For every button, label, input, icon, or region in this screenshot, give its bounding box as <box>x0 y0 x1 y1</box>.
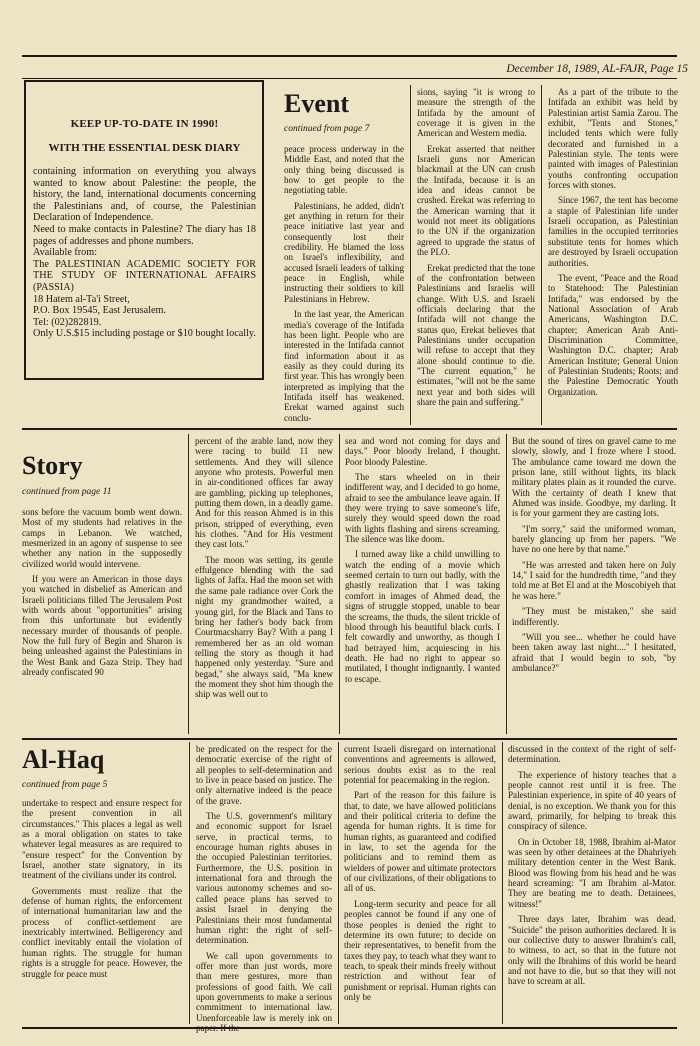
bottom-rule <box>22 1027 677 1029</box>
ad-address-box: P.O. Box 19545, East Jerusalem. <box>33 305 166 317</box>
ad-telephone: Tel: (02)282819. <box>33 316 102 328</box>
story-column-3 <box>345 436 500 734</box>
alhaq-column-4 <box>508 744 676 1022</box>
paragraph: As a part of the tribute to the Intifada an exhibit was held by Palestinian artist Samia Zarou. The exhibit, "Tents and Stones," included tents which were fully decorated and furnished in a Palestinian style. The tents were painted with images of Palestinian youths confronting occupation forces with stones. <box>548 87 678 191</box>
paragraph: The U.S. government's military and economic support for Israel serve, in practical terms, to encourage human rights abuses in the occupied Palestinian territories. Furthermore, the U.S. position in international fora and through the various autonomy schemes and so-called peace plans has served to assist Israel in denying the Palestinians their most fundamental human right: the right of self-determination. <box>196 811 332 946</box>
paragraph: The experience of history teaches that a people cannot rest until it is free. The Palestinian experience, in spite of 40 years of denial, is no exception. We thank you for this award, primarily, for helping to break this conspiracy of silence. <box>508 769 676 832</box>
event-continued: continued from page 7 <box>284 124 370 134</box>
paragraph: peace process underway in the Middle East, and noted that the only thing being discussed is how to get people to the negotiating table. <box>284 144 404 196</box>
event-title: Event <box>284 89 349 118</box>
story-column-4 <box>512 436 676 734</box>
paragraph: If you were an American in those days you watched in disbelief as American and Israeli politicians filled The Jerusalem Post with words about "opportunities" arising from this unfortunate but evidently necessary murder of thousands of people. Now the full fury of Begin and Sharon is being unleashed against the Palestinians in the West Bank and Gaza Strip. They had already confiscated 90 <box>22 574 182 678</box>
paragraph: "I'm sorry," said the uniformed woman, barely glancing up from her papers. "We have no one here by that name." <box>512 523 676 555</box>
alhaq-column-1 <box>22 798 182 1018</box>
paragraph: Erekat predicted that the tone of the confrontation between Palestinians and Israelis will change. With U.S. and Israeli officials declaring that the Intifada will not change the status quo, Erekat believes that Palestinians under occupation will refuse to accept that they alone should continue to die. "The current equation," he estimates, "will not be the same next year and both sides will share the pain and suffering." <box>417 262 535 407</box>
paragraph: I turned away like a child unwilling to watch the ending of a movie which seemed certain to turn out badly, with the ghastly realization that I was taking comfort in images of Ahmed dead, the signs of struggle stopped, unable to bear the screams, the thuds, the silent trickle of blood through his beautiful black curls. I felt cowardly and unworthy, as though I had betrayed him, acquiescing in his death. He had no right to appear so mutilated, I thought indignantly. I wanted to escape. <box>345 549 500 684</box>
column-divider <box>339 434 340 734</box>
paragraph: Long-term security and peace for all peoples cannot be found if any one of those peoples is denied the right to determine its own future; to decide on their representatives, to benefit from the taxes they pay, to teach what they want to teach, to speak their minds freely without restriction and without fear of punishment or reprisal. Human rights can only be <box>344 898 496 1002</box>
paragraph: But the sound of tires on gravel came to me slowly, slowly, and I froze where I stood. The ambulance came toward me down the prison lane, still without lights, its black military plates plain as it rounded the curve. With the certainty of death I knew that Ahmed was inside. Goodbye, my darling. It is for your garment they are casting lots. <box>512 436 676 519</box>
section-rule <box>22 428 677 430</box>
event-column-1 <box>284 144 404 422</box>
ad-organization: The PALESTINIAN ACADEMIC SOCIETY FOR THE STUDY OF INTERNATIONAL AFFAIRS (PASSIA) <box>33 258 256 293</box>
column-divider <box>410 85 411 425</box>
paragraph: Since 1967, the tent has become a staple of Palestinian life under Israeli occupation, as Palestinian families in the occupied territories substitute tents for homes which are destroyed by Israeli occupation authorities. <box>548 195 678 268</box>
paragraph: sea and word not coming for days and days." Poor bloody Ireland, I thought. Poor bloody Palestine. <box>345 436 500 467</box>
event-column-2 <box>417 87 535 423</box>
ad-contacts: Need to make contacts in Palestine? The diary has 18 pages of addresses and phone numbers. <box>33 223 256 247</box>
paragraph: be predicated on the respect for the democratic exercise of the right of all peoples to self-determination and to live in peace based on justice. The only alternative indeed is the peace of the grave. <box>196 744 332 806</box>
column-divider <box>188 434 189 734</box>
alhaq-column-3 <box>344 744 496 1022</box>
paragraph: Erekat asserted that neither Israeli guns nor American blackmail at the UN can crush the Intifada, because it is an idea and ideas cannot be crushed. Erekat was referring to the American warning that it would not meet its obligations to the UN if the organization agreed to upgrade the status of the PLO. <box>417 143 535 258</box>
paragraph: "Will you see... whether he could have been taken away last night...." I hesitated, afraid that I would begin to sob, "by ambulance?" <box>512 631 676 673</box>
ad-address-street: 18 Hatem al-Ta'i Street, <box>33 293 130 305</box>
paragraph: Part of the reason for this failure is that, to date, we have allowed politicians and their political criteria to define the agenda for human rights. It is time for human rights, as guaranteed and codified in law, to set the agenda for the politicians and to remind them as wielders of power and ultimate protectors of our civilizations, of their obligations to all of us. <box>344 790 496 894</box>
paragraph: On in October 18, 1988, Ibrahim al-Mator was seen by other detainees at the Dhahriyeh military detention center in the West Bank. Blood was flowing from his head and he was heard screaming: "I am Ibrahim al-Mator. They are beating me to death. Detainees, witness!" <box>508 836 676 909</box>
event-column-3 <box>548 87 678 423</box>
dateline-rule <box>22 78 677 79</box>
alhaq-title: Al-Haq <box>22 745 105 774</box>
section-rule <box>22 738 677 740</box>
paragraph: "He was arrested and taken here on July 14," I said for the hundredth time, "and they told me at Bet El and at the Moscobiyeh that he was here." <box>512 559 676 601</box>
column-divider <box>338 742 339 1024</box>
paragraph: sions, saying "it is wrong to measure the strength of the Intifada by the amount of coverage it is given in the American and Western media. <box>417 87 535 139</box>
desk-diary-ad <box>24 80 264 380</box>
paragraph: sons before the vacuum bomb went down. Most of my students had relatives in the camps in Lebanon. We watched, mesmerized in an agony of suspense to see whether any nation in the supposedly civilized world would intervene. <box>22 507 182 569</box>
ad-subheadline: WITH THE ESSENTIAL DESK DIARY <box>48 142 241 154</box>
alhaq-continued: continued from page 5 <box>22 780 108 790</box>
paragraph: percent of the arable land, now they were racing to build 11 new settlements. And they will silence anyone who protests. Powerful men in air-conditioned offices far away are gambling, picking up telephones, putting them down, in a deadly game. And for this reason Ahmed is in this prison, stripped of everything, even his clothes. "And for His vestment they cast lots." <box>195 436 333 550</box>
story-continued: continued from page 11 <box>22 487 112 497</box>
paragraph: Governments must realize that the defense of human rights, the enforcement of international humanitarian law and the process of conflict-settlement are inextricably intertwined. Belligerency and conflict inevitably entail the violation of human rights. The struggle for human rights is a struggle for peace. However, the struggle for peace must <box>22 885 182 979</box>
column-divider <box>506 434 507 734</box>
ad-description: containing information on everything you always wanted to know about Palestine: the people, the history, the land, international documents concerning the Palestinians and, of course, the Palestinian Declaration of Independence. <box>33 166 256 224</box>
story-column-2 <box>195 436 333 734</box>
paragraph: The event, "Peace and the Road to Statehood: The Palestinian Intifada," was endorsed by the National Association of Arab Americans, Washington D.C. chapter; American Arab Anti-Discrimination Committee, Washington D.C. chapter; Arab American Institute; General Union of Palestinian Students; Roots; and the Palestine Democratic Youth Organization. <box>548 272 678 397</box>
column-divider <box>502 742 503 1024</box>
column-divider <box>541 85 542 425</box>
ad-headline: KEEP UP-TO-DATE IN 1990! <box>70 118 219 130</box>
paragraph: The stars wheeled on in their indifferent way, and I decided to go home, afraid to see the ambulance leave again. If they were trying to save someone's life, surely they would speed down the road with lights flashing and sirens screaming. The silence was like doom. <box>345 472 500 545</box>
paragraph: current Israeli disregard on international conventions and agreements is allowed, serious doubts exist as to the real potential for peacemaking in the region. <box>344 744 496 786</box>
dateline: December 18, 1989, AL-FAJR, Page 15 <box>506 63 688 75</box>
story-title: Story <box>22 451 83 480</box>
paragraph: We call upon governments to offer more than just words, more than mere gestures, more than professions of good faith. We call upon governments to make a serious commitment to international law. Unenforceable law is merely ink on <box>196 950 332 1023</box>
ad-body <box>33 166 256 340</box>
column-divider <box>189 742 190 1024</box>
paragraph: "They must be mistaken," she said indifferently. <box>512 606 676 627</box>
paragraph: In the last year, the American media's coverage of the Intifada has been light. People who are interested in the Intifada cannot find information about it as easily as they could during its first year. This has wrongly been interpreted as implying that the Intifada itself has weakened. Erekat warned against such conclu- <box>284 309 404 423</box>
paragraph: The moon was setting, its gentle effulgence blending with the sad lights of Jaffa. Had the moon set with the same pale radiance over Cork the night my grandmother waited, a young girl, for the Black and Tans to bring her father's body back from Courtmacsharry Bay? With a pang I remembered her as an old woman telling the story as though it had happened only yesterday. "Sure and begad," she always said, "Ma knew the moment they shot him though the ship was well out to <box>195 554 333 700</box>
ad-price: Only U.S.$15 including postage or $10 bought locally. <box>33 328 256 340</box>
paragraph: Three days later, Ibrahim was dead. "Suicide" the prison authorities declared. It is our collective duty to answer Ibrahim's call, to witness, to act, so that in the future not only will the Ibrahims of this world be heard and not have to die, but so that they will not have to scream at all. <box>508 914 676 987</box>
alhaq-column-2 <box>196 744 332 1022</box>
paragraph: discussed in the context of the right of self-determination. <box>508 744 676 765</box>
ad-available: Available from: <box>33 247 98 259</box>
top-rule <box>22 55 677 57</box>
paragraph: Palestinians, he added, didn't get anything in return for their peace initiative last year and consequently lost their credibility. He blamed the loss on Israel's inflexibility, and accused Israeli leaders of talking peace in English, while instructing their soldiers to kill Palestinians in Hebrew. <box>284 200 404 304</box>
paragraph: undertake to respect and ensure respect for the present convention in all circumstances." This places a legal as well as a moral obligation on states to take whatever legal measures as are required to "ensure respect" for the Convention by Israel, another state signatory, in its treatment of the civilians under its control. <box>22 798 182 881</box>
story-column-1 <box>22 507 182 735</box>
